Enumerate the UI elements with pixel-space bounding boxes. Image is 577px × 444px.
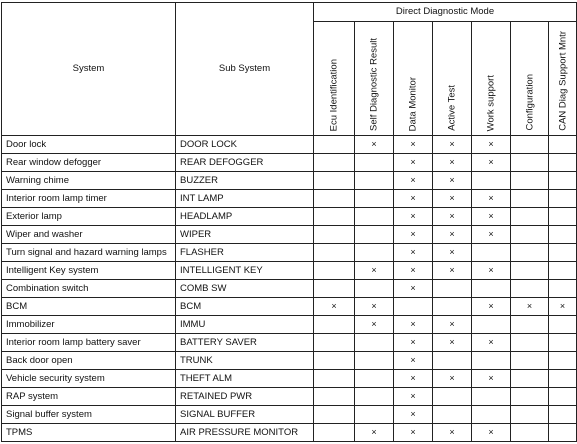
table-row [2, 136, 577, 154]
mode-support-cell [355, 154, 394, 172]
mode-support-cell [549, 172, 577, 190]
mode-support-cell: × [433, 370, 472, 388]
mode-support-cell: × [511, 298, 549, 316]
mode-support-cell: × [472, 226, 511, 244]
mode-support-cell [472, 316, 511, 334]
mode-support-cell: × [433, 316, 472, 334]
mode-support-cell [433, 388, 472, 406]
mode-header-label: Work support [485, 74, 497, 131]
mode-support-cell [314, 154, 355, 172]
mode-support-cell: × [472, 334, 511, 352]
mode-support-cell [511, 262, 549, 280]
mode-support-cell: × [472, 154, 511, 172]
mode-support-cell [355, 370, 394, 388]
subsystem-cell: RETAINED PWR [176, 388, 314, 406]
mode-support-cell: × [394, 154, 433, 172]
table-row [2, 370, 577, 388]
mode-support-cell [314, 172, 355, 190]
mode-support-cell: × [355, 298, 394, 316]
subsystem-cell: TRUNK [176, 352, 314, 370]
mode-support-cell [549, 208, 577, 226]
system-cell: Warning chime [2, 172, 176, 190]
system-cell: Interior room lamp battery saver [2, 334, 176, 352]
mode-support-cell: × [394, 334, 433, 352]
mode-support-cell [511, 280, 549, 298]
mode-support-cell [511, 190, 549, 208]
mode-support-cell [549, 316, 577, 334]
mode-support-cell [472, 172, 511, 190]
mode-support-cell [355, 172, 394, 190]
mode-support-cell [314, 190, 355, 208]
mode-support-cell: × [355, 262, 394, 280]
table-row [2, 352, 577, 370]
mode-support-cell [511, 370, 549, 388]
mode-support-cell: × [433, 154, 472, 172]
subsystem-column-header: Sub System [176, 3, 314, 136]
mode-support-cell [549, 352, 577, 370]
mode-support-cell [314, 406, 355, 424]
system-cell: Intelligent Key system [2, 262, 176, 280]
mode-support-cell: × [433, 244, 472, 262]
mode-support-cell: × [394, 190, 433, 208]
mode-support-cell [472, 406, 511, 424]
mode-support-cell: × [472, 298, 511, 316]
system-cell: Door lock [2, 136, 176, 154]
mode-support-cell [511, 154, 549, 172]
mode-support-cell: × [433, 424, 472, 442]
mode-support-cell: × [472, 370, 511, 388]
mode-support-cell: × [355, 136, 394, 154]
mode-support-cell: × [433, 208, 472, 226]
subsystem-cell: REAR DEFOGGER [176, 154, 314, 172]
mode-support-cell [355, 244, 394, 262]
subsystem-cell: SIGNAL BUFFER [176, 406, 314, 424]
mode-support-cell: × [394, 136, 433, 154]
subsystem-cell: IMMU [176, 316, 314, 334]
mode-support-cell [472, 244, 511, 262]
mode-support-cell [314, 208, 355, 226]
mode-support-cell [549, 262, 577, 280]
mode-support-cell: × [433, 226, 472, 244]
table-row [2, 154, 577, 172]
mode-support-cell: × [394, 316, 433, 334]
mode-support-cell [511, 352, 549, 370]
mode-support-cell: × [394, 172, 433, 190]
system-cell: Wiper and washer [2, 226, 176, 244]
subsystem-cell: WIPER [176, 226, 314, 244]
mode-support-cell [549, 226, 577, 244]
mode-support-cell [314, 334, 355, 352]
system-cell: Back door open [2, 352, 176, 370]
mode-support-cell [355, 388, 394, 406]
mode-support-cell [314, 136, 355, 154]
system-cell: BCM [2, 298, 176, 316]
mode-header [433, 22, 472, 136]
mode-support-cell: × [394, 280, 433, 298]
direct-diagnostic-mode-header: Direct Diagnostic Mode [314, 3, 577, 22]
table-row [2, 190, 577, 208]
table-row [2, 298, 577, 316]
system-cell: Combination switch [2, 280, 176, 298]
mode-support-cell [549, 424, 577, 442]
mode-support-cell [549, 370, 577, 388]
system-cell: RAP system [2, 388, 176, 406]
mode-support-cell [549, 154, 577, 172]
mode-support-cell: × [433, 190, 472, 208]
mode-support-cell: × [394, 388, 433, 406]
mode-support-cell [314, 424, 355, 442]
system-cell: Signal buffer system [2, 406, 176, 424]
subsystem-cell: BUZZER [176, 172, 314, 190]
mode-support-cell: × [394, 208, 433, 226]
mode-header [472, 22, 511, 136]
table-row [2, 244, 577, 262]
mode-support-cell [549, 190, 577, 208]
mode-support-cell: × [394, 424, 433, 442]
mode-header [549, 22, 577, 136]
table-row [2, 334, 577, 352]
table-row [2, 406, 577, 424]
mode-support-cell [314, 262, 355, 280]
mode-support-cell [472, 388, 511, 406]
system-cell: Vehicle security system [2, 370, 176, 388]
mode-support-cell: × [394, 244, 433, 262]
mode-header-label: Configuration [523, 74, 535, 131]
subsystem-cell: THEFT ALM [176, 370, 314, 388]
mode-support-cell [549, 406, 577, 424]
mode-support-cell: × [549, 298, 577, 316]
table-row [2, 262, 577, 280]
mode-support-cell [314, 370, 355, 388]
mode-support-cell: × [433, 172, 472, 190]
mode-support-cell [314, 226, 355, 244]
mode-support-cell [355, 226, 394, 244]
mode-header-label: Active Test [446, 85, 458, 131]
mode-support-cell: × [433, 136, 472, 154]
mode-support-cell [511, 406, 549, 424]
table-row [2, 388, 577, 406]
mode-header-label: Ecu Identification [328, 58, 340, 131]
diagnostic-mode-table [1, 2, 577, 442]
table-row [2, 424, 577, 442]
mode-support-cell [549, 280, 577, 298]
system-cell: Turn signal and hazard warning lamps [2, 244, 176, 262]
mode-support-cell [549, 334, 577, 352]
mode-support-cell [394, 298, 433, 316]
mode-support-cell [355, 280, 394, 298]
subsystem-cell: COMB SW [176, 280, 314, 298]
mode-support-cell [433, 406, 472, 424]
mode-support-cell [314, 244, 355, 262]
mode-header [511, 22, 549, 136]
mode-support-cell: × [394, 370, 433, 388]
mode-support-cell [433, 298, 472, 316]
system-cell: TPMS [2, 424, 176, 442]
mode-support-cell: × [394, 352, 433, 370]
mode-support-cell: × [314, 298, 355, 316]
table-row [2, 208, 577, 226]
system-column-header: System [2, 3, 176, 136]
mode-support-cell [511, 172, 549, 190]
subsystem-cell: DOOR LOCK [176, 136, 314, 154]
mode-support-cell: × [394, 406, 433, 424]
mode-support-cell: × [394, 262, 433, 280]
mode-support-cell [511, 226, 549, 244]
mode-support-cell [511, 208, 549, 226]
subsystem-cell: FLASHER [176, 244, 314, 262]
table-row [2, 226, 577, 244]
mode-support-cell [314, 316, 355, 334]
subsystem-cell: INTELLIGENT KEY [176, 262, 314, 280]
mode-support-cell [511, 334, 549, 352]
mode-support-cell [472, 352, 511, 370]
mode-support-cell [355, 190, 394, 208]
mode-header [314, 22, 355, 136]
mode-header-label: Self Diagnostic Result [368, 38, 380, 131]
mode-support-cell [433, 280, 472, 298]
mode-support-cell [433, 352, 472, 370]
table-row [2, 316, 577, 334]
mode-support-cell [355, 334, 394, 352]
table-row [2, 172, 577, 190]
mode-support-cell: × [472, 262, 511, 280]
mode-support-cell: × [433, 334, 472, 352]
mode-support-cell [511, 388, 549, 406]
mode-support-cell [511, 244, 549, 262]
mode-support-cell [314, 352, 355, 370]
subsystem-cell: BATTERY SAVER [176, 334, 314, 352]
subsystem-cell: INT LAMP [176, 190, 314, 208]
mode-header-label: Data Monitor [407, 76, 419, 131]
subsystem-cell: HEADLAMP [176, 208, 314, 226]
mode-support-cell [511, 316, 549, 334]
system-cell: Rear window defogger [2, 154, 176, 172]
table-body [2, 136, 577, 442]
mode-support-cell [549, 244, 577, 262]
mode-support-cell [355, 208, 394, 226]
mode-header [355, 22, 394, 136]
mode-support-cell [511, 424, 549, 442]
mode-support-cell [472, 280, 511, 298]
mode-header-label: CAN Diag Support Mntr [556, 31, 568, 131]
system-cell: Interior room lamp timer [2, 190, 176, 208]
table-row [2, 280, 577, 298]
mode-support-cell: × [433, 262, 472, 280]
mode-support-cell: × [472, 208, 511, 226]
mode-support-cell: × [355, 316, 394, 334]
mode-support-cell [549, 136, 577, 154]
mode-support-cell [355, 352, 394, 370]
mode-support-cell: × [394, 226, 433, 244]
mode-support-cell [314, 388, 355, 406]
mode-support-cell: × [472, 136, 511, 154]
subsystem-cell: AIR PRESSURE MONITOR [176, 424, 314, 442]
mode-support-cell [549, 388, 577, 406]
system-cell: Exterior lamp [2, 208, 176, 226]
mode-support-cell: × [472, 190, 511, 208]
mode-support-cell: × [355, 424, 394, 442]
system-cell: Immobilizer [2, 316, 176, 334]
mode-header [394, 22, 433, 136]
mode-support-cell [355, 406, 394, 424]
subsystem-cell: BCM [176, 298, 314, 316]
mode-support-cell [511, 136, 549, 154]
mode-support-cell: × [472, 424, 511, 442]
mode-support-cell [314, 280, 355, 298]
